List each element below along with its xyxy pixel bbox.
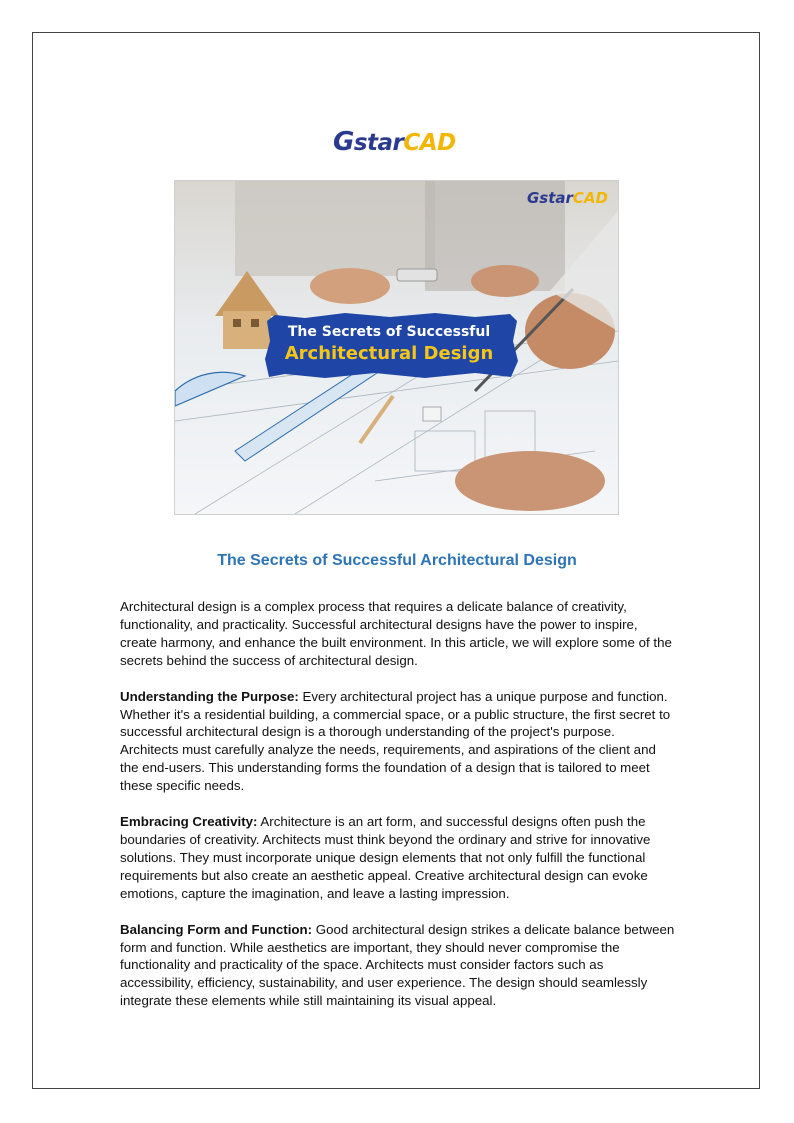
article-title: The Secrets of Successful Architectural Design	[217, 552, 577, 569]
eraser	[423, 407, 441, 421]
hero-image	[174, 180, 619, 515]
paragraph-embracing-creativity	[120, 813, 676, 903]
hand-bottom	[455, 451, 605, 511]
hero-gstarcad-logo	[527, 189, 608, 207]
logo-star-text: star	[353, 130, 404, 156]
gstarcad-logo	[333, 127, 461, 157]
phone	[397, 269, 437, 281]
paragraph-understanding-purpose	[120, 688, 676, 795]
paragraph-text: Architecture is an art form, and successful designs often push the boundaries of creativity. Architects must think beyond the ordinary and strive for innovative solutions. They must incorporate unique design elements that not only fulfill the functional requirements but also create an aesthetic appeal. Creative architectural design can evoke emotions, capture the imagination, and leave a lasting impression.	[120, 814, 651, 901]
logo-letter-g: G	[333, 127, 354, 157]
banner-line-2: Architectural Design	[284, 343, 494, 364]
paragraph-lead: Understanding the Purpose:	[120, 688, 299, 704]
article-body	[120, 598, 676, 1028]
paragraph-text: Every architectural project has a unique purpose and function. Whether it's a residential building, a commercial space, or a public structure, the first secret to successful architectural design is a thorough understanding of the project's purpose. Architects must carefully analyze the needs, requirements, and aspirations of the client and the end-users. This understanding forms the foundation of a design that is tailored to meet these specific needs.	[120, 688, 671, 794]
hand-right	[471, 265, 539, 297]
paragraph-lead: Embracing Creativity:	[120, 814, 258, 830]
hero-logo-letter-g: G	[526, 189, 540, 207]
hero-logo-star-text: star	[539, 189, 573, 207]
paragraph-intro	[120, 598, 676, 670]
person-shirt	[235, 181, 435, 276]
logo-cad-text: CAD	[403, 130, 456, 156]
hero-logo-cad-text: CAD	[572, 189, 608, 207]
house-body	[223, 311, 271, 349]
paragraph-text: Good architectural design strikes a delicate balance between form and function. While aesthetics are important, they should never compromise the functionality and practicality of the space. Architects must consider factors such as accessibility, efficiency, sustainability, and user experience. The design should seamlessly integrate these elements while still maintaining its visual appeal.	[120, 921, 675, 1009]
paragraph-text: Architectural design is a complex process that requires a delicate balance of creativity, functionality, and practicality. Successful architectural designs have the power to inspire, create harmony, and enhance the built environment. In this article, we will explore some of the secrets behind the success of architectural design.	[120, 599, 672, 668]
banner-line-1: The Secrets of Successful	[287, 324, 491, 340]
hand-left	[310, 268, 390, 304]
hero-banner-text	[269, 317, 509, 373]
paragraph-balancing-form-function	[120, 921, 676, 1011]
paragraph-lead: Balancing Form and Function:	[120, 921, 313, 937]
